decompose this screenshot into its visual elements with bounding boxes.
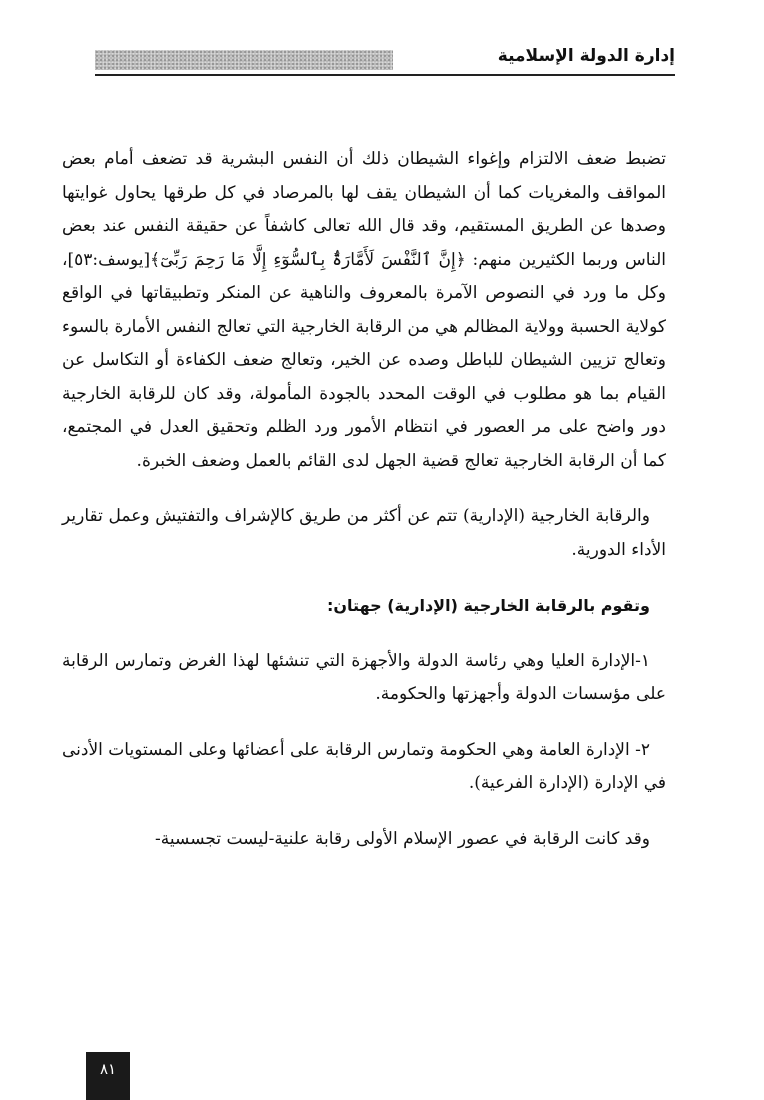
list-item: ٢- الإدارة العامة وهي الحكومة وتمارس الرقابة على أعضائها وعلى المستويات الأدنى في الإدارة (الإدارة الفرعية). xyxy=(62,739,666,793)
section-heading: وتقوم بالرقابة الخارجية (الإدارية) جهتان: xyxy=(326,596,650,615)
book-title: إدارة الدولة الإسلامية xyxy=(497,46,675,66)
page-number: ٨١ xyxy=(99,1060,117,1078)
header-decorative-band xyxy=(95,50,393,70)
body-paragraph: والرقابة الخارجية (الإدارية) تتم عن أكثر من طريق كالإشراف والتفتيش وعمل تقارير الأداء الدورية. xyxy=(62,506,666,560)
page-body xyxy=(62,143,666,856)
list-item: ١-الإدارة العليا وهي رئاسة الدولة والأجهزة التي تنشئها لهذا الغرض وتمارس الرقابة على مؤسسات الدولة وأجهزتها والحكومة. xyxy=(62,650,666,704)
body-paragraph: وقد كانت الرقابة في عصور الإسلام الأولى رقابة علنية-ليست تجسسية- xyxy=(155,828,650,849)
body-paragraph: تضبط ضعف الالتزام وإغواء الشيطان ذلك أن النفس البشرية قد تضعف أمام بعض المواقف والمغريات كما أن الشيطان يقف لها بالمرصاد في كل طرقها يحاول غوايتها وصدها عن الطريق المستقيم، وقد قال الله تعالى كاشفاً عن حقيقة النفس عند بعض الناس وربما الكثيرين منهم: ﴿إِنَّ ٱلنَّفْسَ لَأَمَّارَةٌۢ بِٱلسُّوٓءِ إِلَّا مَا رَحِمَ رَبِّىٓ﴾[يوسف:٥٣]، وكل ما ورد في النصوص الآمرة بالمعروف والناهية عن المنكر وتطبيقاتها في الواقع كولاية الحسبة وولاية المظالم هي من الرقابة الخارجية التي تعالج النفس الأمارة بالسوء وتعالج تزيين الشيطان للباطل وصده عن الخير، وتعالج ضعف الكفاءة أو التكاسل عن القيام بما هو مطلوب في الوقت المحدد بالجودة المأمولة، وقد كان للرقابة الخارجية دور واضح على مر العصور في انتظام الأمور ورد الظلم وتحقيق العدل في المجتمع، كما أن الرقابة الخارجية تعالج قضية الجهل لدى القائم بالعمل وضعف الخبرة. xyxy=(62,149,666,471)
header-rule xyxy=(95,74,675,76)
page-number-box xyxy=(86,1052,130,1100)
running-header xyxy=(95,42,675,78)
